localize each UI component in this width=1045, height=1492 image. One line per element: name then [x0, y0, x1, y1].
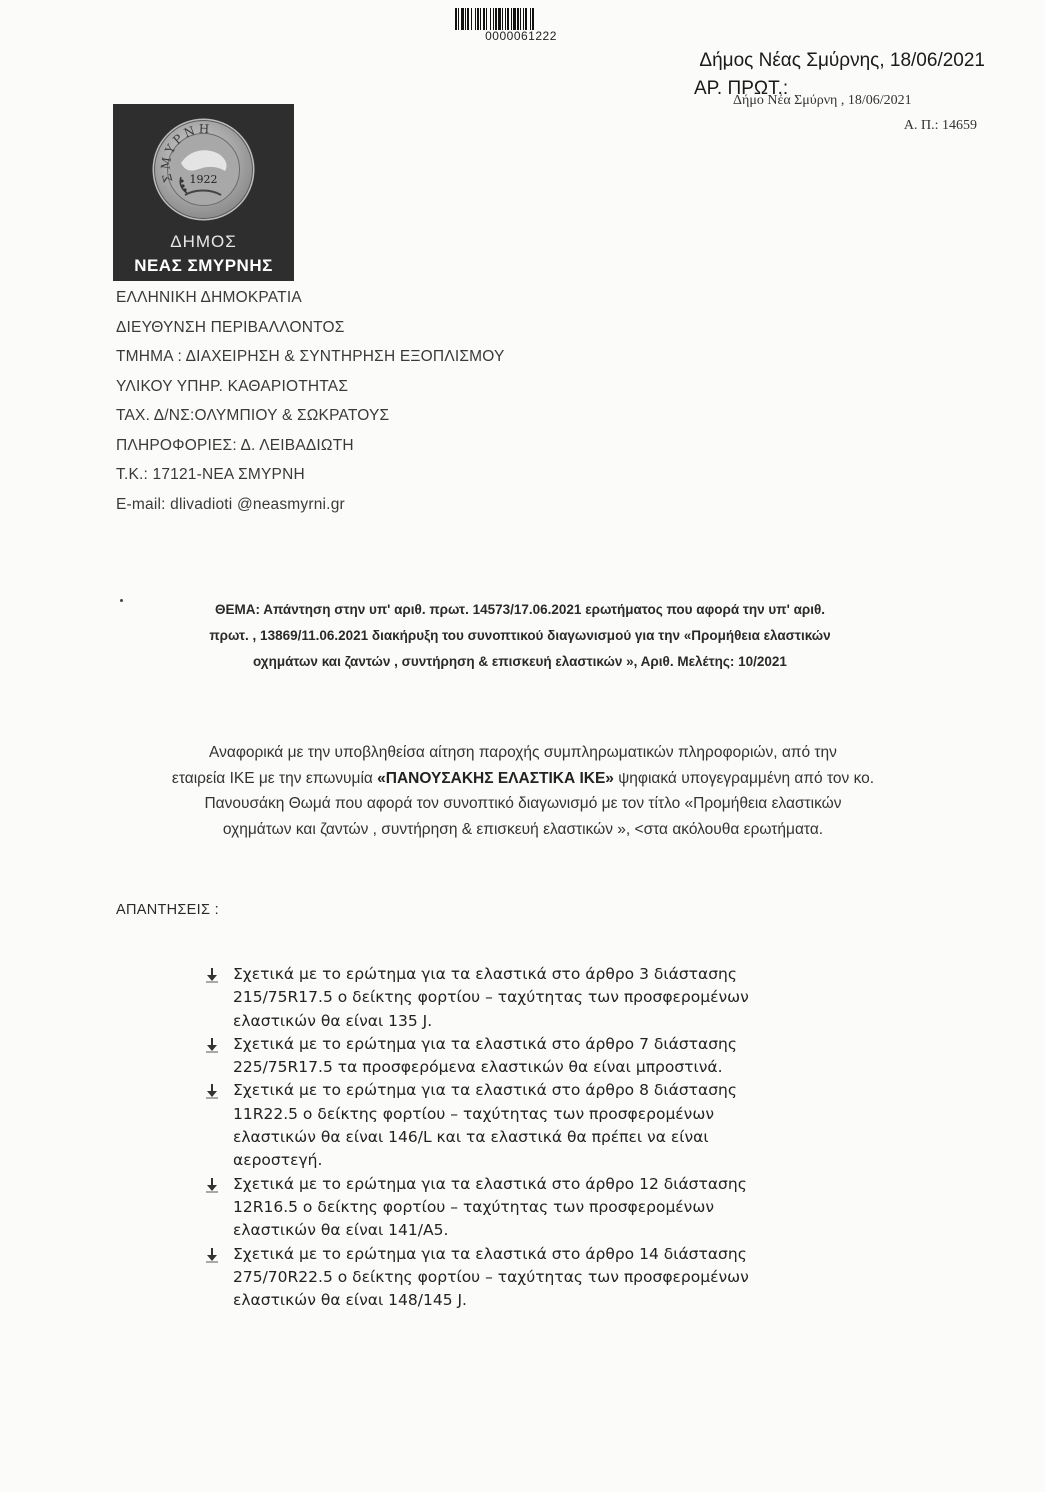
answer-line: Σχετικά με το ερώτημα για τα ελαστικά στο άρθρο 3 διάστασης [233, 965, 737, 983]
answers-heading: ΑΠΑΝΤΗΣΕΙΣ : [116, 902, 219, 918]
answer-line: 275/70R22.5 ο δείκτης φορτίου – ταχύτητας των προσφερομένων [233, 1267, 749, 1286]
body-line: οχημάτων και ζαντών , συντήρηση & επισκευή ελαστικών », <στα ακόλουθα ερωτήματα. [222, 820, 824, 838]
protocol-stamp-number: Α. Π.: 14659 [903, 118, 977, 133]
answer-item [205, 963, 905, 1033]
sender-line: ΕΛΛΗΝΙΚΗ ΔΗΜΟΚΡΑΤΙΑ [116, 289, 302, 306]
down-arrow-bullet-icon [205, 967, 219, 983]
answer-line: 225/75R17.5 τα προσφερόμενα ελαστικών θα είναι μπροστινά. [233, 1058, 723, 1077]
body-paragraph [98, 740, 948, 842]
subject-line: οχημάτων και ζαντών , συντήρηση & επισκευή ελαστικών », Αριθ. Μελέτης: 10/2021 [253, 654, 787, 669]
answer-line: Σχετικά με το ερώτημα για τα ελαστικά στο άρθρο 12 διάστασης [233, 1174, 747, 1193]
body-line: Αναφορικά με την υποβληθείσα αίτηση παροχής συμπληρωματικών πληροφοριών, από την [209, 744, 837, 761]
answer-line: 12R16.5 ο δείκτης φορτίου – ταχύτητας των προσφερομένων [233, 1197, 714, 1216]
sender-line: Τ.Κ.: 17121-ΝΕΑ ΣΜΥΡΝΗ [116, 466, 305, 483]
sender-line: ΥΛΙΚΟΥ ΥΠΗΡ. ΚΑΘΑΡΙΟΤΗΤΑΣ [116, 377, 349, 395]
down-arrow-bullet-icon [205, 1177, 219, 1193]
answer-item [205, 1079, 905, 1172]
subject-line: ΘΕΜΑ: Απάντηση στην υπ' αριθ. πρωτ. 14573/17.06.2021 ερωτήματος που αφορά την υπ' αριθ. [214, 602, 826, 617]
logo-ring-text: ΣΜΥΡΝΗ [158, 121, 213, 184]
answers-list [205, 963, 905, 1312]
sender-line: ΔΙΕΥΘΥΝΣΗ ΠΕΡΙΒΑΛΛΟΝΤΟΣ [116, 318, 345, 336]
coin-emblem-icon [151, 117, 256, 222]
company-name: «ΠΑΝΟΥΣΑΚΗΣ ΕΛΑΣΤΙΚΑ ΙΚΕ» [377, 769, 614, 787]
answer-item [205, 1173, 905, 1243]
municipality-logo [113, 104, 294, 281]
header-date-line: Δήμος Νέας Σμύρνης, 18/06/2021 [699, 50, 985, 71]
body-text: ψηφιακά υπογεγραμμένη από τον κο. [613, 769, 875, 787]
down-arrow-bullet-icon [205, 1083, 219, 1099]
body-text: εταιρεία ΙΚΕ με την επωνυμία [171, 769, 378, 787]
answer-item [205, 1243, 905, 1313]
sender-line: ΤΜΗΜΑ : ΔΙΑΧΕΙΡΗΣΗ & ΣΥΝΤΗΡΗΣΗ ΕΞΟΠΛΙΣΜΟΥ [116, 348, 505, 365]
body-line [98, 766, 948, 792]
down-arrow-bullet-icon [205, 1037, 219, 1053]
answer-line: ελαστικών θα είναι 141/Α5. [233, 1221, 449, 1240]
barcode-number: 0000061222 [485, 29, 557, 43]
logo-year: 1922 [189, 173, 218, 186]
subject-block [100, 597, 940, 675]
protocol-stamp-date: Δήμο Νέα Σμύρνη , 18/06/2021 [733, 93, 912, 108]
answer-line: Σχετικά με το ερώτημα για τα ελαστικά στο άρθρο 14 διάστασης [233, 1244, 747, 1263]
sender-block [116, 287, 505, 523]
sender-email: E-mail: dlivadioti @neasmyrni.gr [116, 495, 345, 513]
sender-line: ΠΛΗΡΟΦΟΡΙΕΣ: Δ. ΛΕΙΒΑΔΙΩΤΗ [116, 436, 354, 454]
logo-line-dimos: ΔΗΜΟΣ [170, 232, 237, 251]
answer-line: ελαστικών θα είναι 135 J. [233, 1011, 433, 1030]
logo-line-neas-smyrnis: ΝΕΑΣ ΣΜΥΡΝΗΣ [134, 256, 273, 275]
answer-item [205, 1033, 905, 1080]
barcode [455, 8, 587, 30]
protocol-label: ΑΡ. ΠΡΩΤ.: [694, 78, 789, 99]
answer-line: 11R22.5 ο δείκτης φορτίου – ταχύτητας των προσφερομένων [233, 1104, 714, 1123]
subject-line: πρωτ. , 13869/11.06.2021 διακήρυξη του συνοπτικού διαγωνισμού για την «Προμήθεια ελαστικών [209, 628, 831, 643]
answer-line: 215/75R17.5 ο δείκτης φορτίου – ταχύτητας των προσφερομένων [233, 988, 749, 1007]
answer-line: Σχετικά με το ερώτημα για τα ελαστικά στο άρθρο 8 διάστασης [233, 1081, 737, 1100]
answer-line: Σχετικά με το ερώτημα για τα ελαστικά στο άρθρο 7 διάστασης [233, 1034, 737, 1053]
answer-line: ελαστικών θα είναι 146/L και τα ελαστικά θα πρέπει να είναι [233, 1128, 709, 1147]
answer-line: ελαστικών θα είναι 148/145 J. [233, 1291, 467, 1310]
barcode-bar [532, 8, 534, 30]
answer-line: αεροστεγή. [233, 1151, 323, 1170]
down-arrow-bullet-icon [205, 1247, 219, 1263]
body-line: Πανουσάκη Θωμά που αφορά τον συνοπτικό διαγωνισμό με τον τίτλο «Προμήθεια ελαστικών [204, 795, 842, 812]
sender-line: ΤΑΧ. Δ/ΝΣ:ΟΛΥΜΠΙΟΥ & ΣΩΚΡΑΤΟΥΣ [116, 407, 390, 424]
